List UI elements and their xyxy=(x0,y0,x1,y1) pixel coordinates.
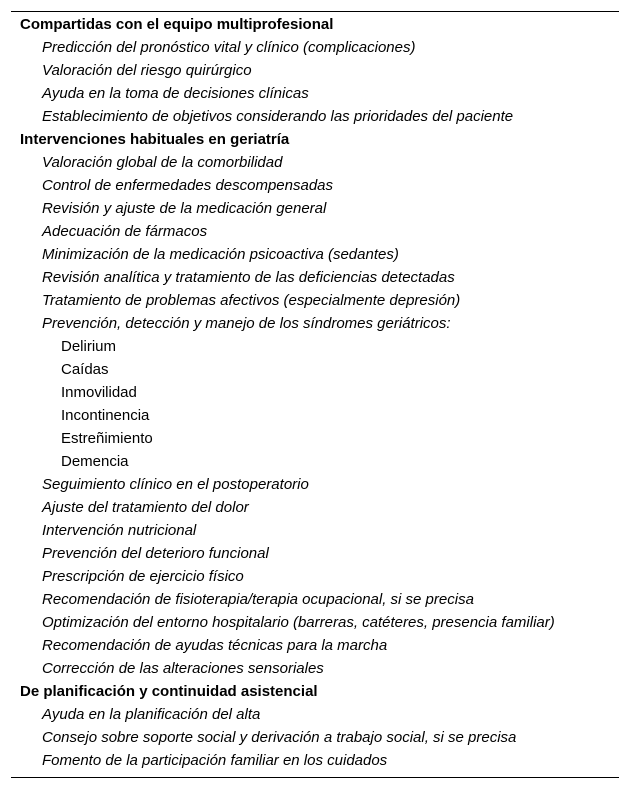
list-item: Corrección de las alteraciones sensoriales xyxy=(42,660,324,677)
syndrome-item: Estreñimiento xyxy=(61,430,153,447)
interventions-table xyxy=(11,11,619,778)
list-item: Recomendación de ayudas técnicas para la marcha xyxy=(42,637,388,654)
list-item: Valoración global de la comorbilidad xyxy=(42,154,283,171)
syndrome-item: Caídas xyxy=(61,361,109,378)
syndrome-item: Delirium xyxy=(61,338,117,355)
list-item: Prescripción de ejercicio físico xyxy=(42,568,244,585)
section-heading-planning: De planificación y continuidad asistencial xyxy=(20,683,318,700)
list-item: Tratamiento de problemas afectivos (especialmente depresión) xyxy=(42,292,461,309)
list-item: Seguimiento clínico en el postoperatorio xyxy=(42,476,309,493)
list-item: Control de enfermedades descompensadas xyxy=(42,177,334,194)
list-item: Valoración del riesgo quirúrgico xyxy=(42,62,252,79)
list-item: Consejo sobre soporte social y derivación a trabajo social, si se precisa xyxy=(42,729,517,746)
syndrome-item: Incontinencia xyxy=(61,407,150,424)
list-item: Adecuación de fármacos xyxy=(42,223,208,240)
list-item: Intervención nutricional xyxy=(42,522,197,539)
list-item: Ajuste del tratamiento del dolor xyxy=(42,499,249,516)
list-item: Ayuda en la toma de decisiones clínicas xyxy=(42,85,309,102)
list-item: Revisión analítica y tratamiento de las deficiencias detectadas xyxy=(42,269,455,286)
list-item: Ayuda en la planificación del alta xyxy=(42,706,261,723)
list-item: Predicción del pronóstico vital y clínico (complicaciones) xyxy=(42,39,416,56)
list-item: Fomento de la participación familiar en los cuidados xyxy=(42,752,388,769)
list-item: Revisión y ajuste de la medicación general xyxy=(42,200,327,217)
syndrome-item: Demencia xyxy=(61,453,129,470)
list-item: Prevención del deterioro funcional xyxy=(42,545,269,562)
section-heading-geriatrics: Intervenciones habituales en geriatría xyxy=(20,131,290,148)
section-heading-shared: Compartidas con el equipo multiprofesional xyxy=(20,16,334,33)
syndrome-item: Inmovilidad xyxy=(61,384,137,401)
list-item: Optimización del entorno hospitalario (barreras, catéteres, presencia familiar) xyxy=(42,614,555,631)
list-item: Minimización de la medicación psicoactiva (sedantes) xyxy=(42,246,399,263)
list-item: Prevención, detección y manejo de los síndromes geriátricos: xyxy=(42,315,451,332)
list-item: Recomendación de fisioterapia/terapia ocupacional, si se precisa xyxy=(42,591,474,608)
list-item: Establecimiento de objetivos considerando las prioridades del paciente xyxy=(42,108,514,125)
